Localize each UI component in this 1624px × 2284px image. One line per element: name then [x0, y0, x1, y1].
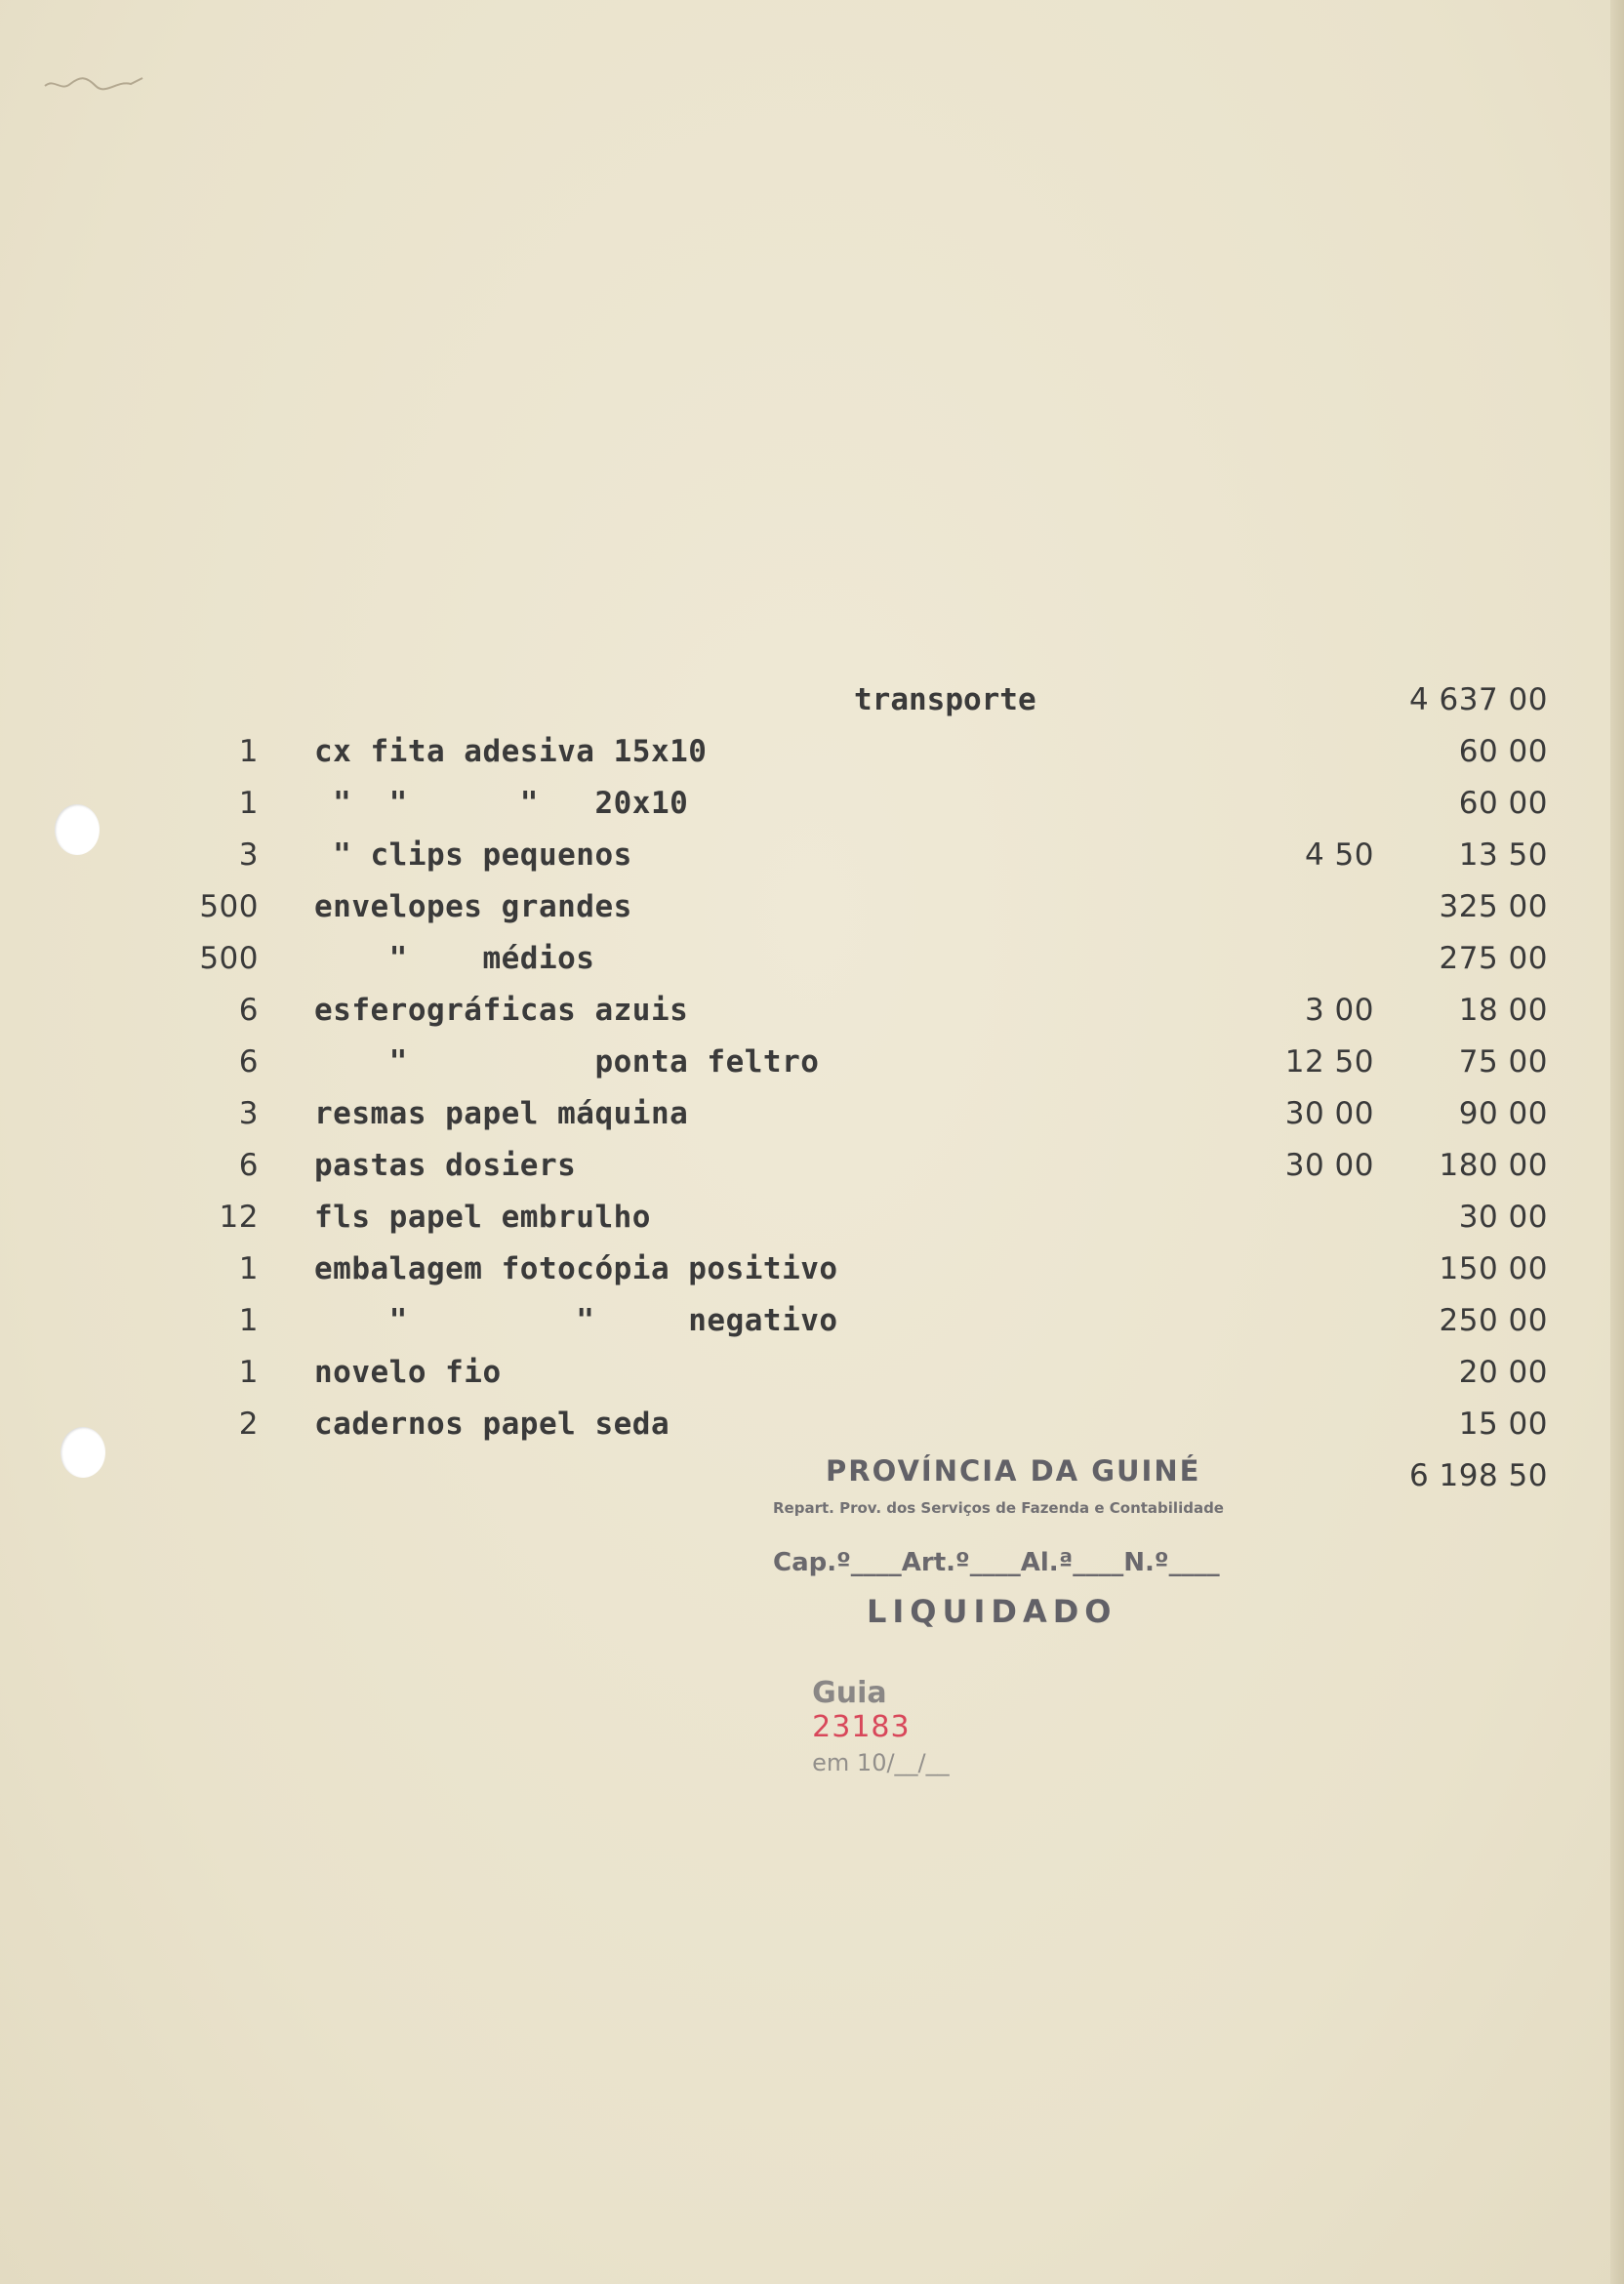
- item-desc: cx fita adesiva 15x10: [314, 734, 708, 769]
- paper-edge-shadow: [1610, 0, 1624, 2284]
- item-unit-price: 30 00: [1284, 1148, 1374, 1183]
- item-total: 15 00: [1458, 1407, 1548, 1442]
- item-total: 275 00: [1439, 941, 1548, 976]
- item-total: 75 00: [1458, 1044, 1548, 1080]
- item-total: 180 00: [1439, 1148, 1548, 1183]
- stamp-fields: Cap.º____Art.º____Al.ª____N.º____: [773, 1548, 1220, 1577]
- item-desc: pastas dosiers: [314, 1148, 577, 1183]
- item-desc: resmas papel máquina: [314, 1096, 689, 1131]
- item-total: 20 00: [1458, 1355, 1548, 1390]
- stamp-prefix: Guia: [812, 1676, 887, 1710]
- list-item: [0, 1403, 1624, 1446]
- grand-total: 6 198 50: [1408, 1458, 1548, 1493]
- list-item: [0, 1247, 1624, 1290]
- item-qty: 1: [238, 1355, 259, 1390]
- list-item: [0, 885, 1624, 928]
- transport-row: [0, 678, 1624, 721]
- item-desc: novelo fio: [314, 1355, 502, 1390]
- list-item: [0, 1299, 1624, 1342]
- item-qty: 1: [238, 1303, 259, 1338]
- item-desc: fls papel embrulho: [314, 1200, 651, 1235]
- item-qty: 500: [199, 889, 259, 924]
- list-item: [0, 834, 1624, 877]
- item-desc: " médios: [314, 941, 595, 976]
- item-unit-price: 4 50: [1304, 837, 1374, 873]
- item-desc: cadernos papel seda: [314, 1407, 670, 1442]
- item-desc: envelopes grandes: [314, 889, 632, 924]
- list-item: [0, 1040, 1624, 1083]
- item-qty: 3: [238, 837, 259, 873]
- item-qty: 2: [238, 1407, 259, 1442]
- item-desc: " ponta feltro: [314, 1044, 820, 1080]
- item-desc: " " negativo: [314, 1303, 838, 1338]
- item-qty: 1: [238, 786, 259, 821]
- stamp-status: LIQUIDADO: [867, 1593, 1117, 1630]
- item-qty: 6: [238, 1148, 259, 1183]
- stamp-date: em 10/__/__: [812, 1749, 950, 1776]
- item-qty: 12: [219, 1200, 259, 1235]
- item-total: 250 00: [1439, 1303, 1548, 1338]
- stamp-title: PROVÍNCIA DA GUINÉ: [826, 1454, 1201, 1488]
- item-desc: embalagem fotocópia positivo: [314, 1251, 838, 1286]
- item-desc: " clips pequenos: [314, 837, 632, 873]
- item-unit-price: 30 00: [1284, 1096, 1374, 1131]
- item-qty: 1: [238, 1251, 259, 1286]
- stamp-number-row: [775, 1642, 950, 1813]
- item-total: 30 00: [1458, 1200, 1548, 1235]
- list-item: [0, 1196, 1624, 1239]
- list-item: [0, 1351, 1624, 1394]
- item-qty: 500: [199, 941, 259, 976]
- item-total: 18 00: [1458, 993, 1548, 1028]
- list-item: [0, 782, 1624, 825]
- item-desc: " " " 20x10: [314, 786, 689, 821]
- item-total: 90 00: [1458, 1096, 1548, 1131]
- list-item: [0, 730, 1624, 773]
- transport-total: 4 637 00: [1408, 682, 1548, 717]
- item-total: 60 00: [1458, 734, 1548, 769]
- transport-label: transporte: [854, 682, 1036, 717]
- item-total: 13 50: [1458, 837, 1548, 873]
- item-total: 325 00: [1439, 889, 1548, 924]
- list-item: [0, 989, 1624, 1032]
- stamp-subtitle: Repart. Prov. dos Serviços de Fazenda e Contabilidade: [773, 1499, 1224, 1517]
- list-item: [0, 1144, 1624, 1187]
- pencil-mark: [41, 68, 148, 98]
- item-unit-price: 3 00: [1304, 993, 1374, 1028]
- list-item: [0, 937, 1624, 980]
- stamp-number: 23183: [812, 1710, 911, 1744]
- item-qty: 6: [238, 1044, 259, 1080]
- list-item: [0, 1092, 1624, 1135]
- item-qty: 6: [238, 993, 259, 1028]
- item-total: 150 00: [1439, 1251, 1548, 1286]
- item-unit-price: 12 50: [1284, 1044, 1374, 1080]
- item-qty: 3: [238, 1096, 259, 1131]
- item-qty: 1: [238, 734, 259, 769]
- item-desc: esferográficas azuis: [314, 993, 689, 1028]
- item-total: 60 00: [1458, 786, 1548, 821]
- liquidado-stamp: [761, 1454, 1269, 1776]
